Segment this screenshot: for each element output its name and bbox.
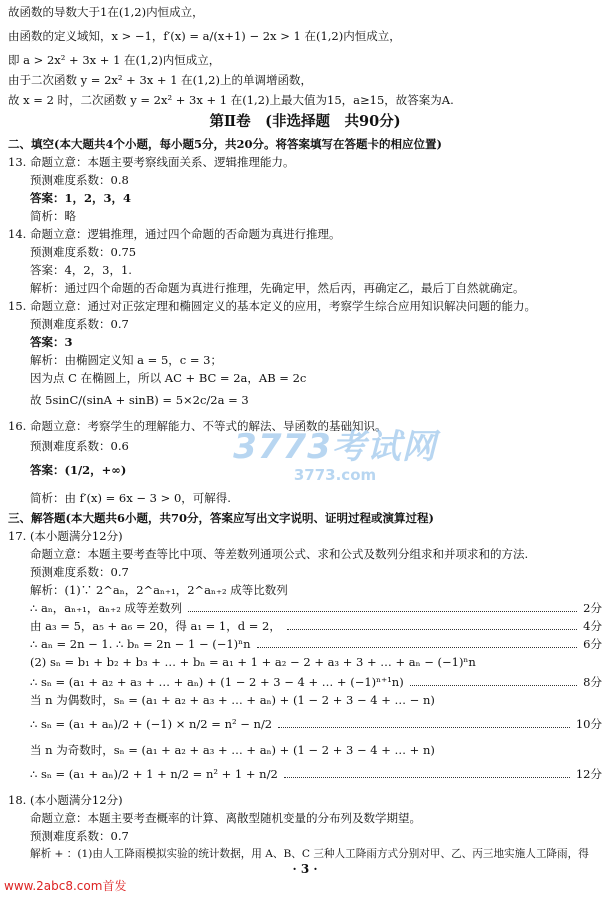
text-line: 故函数的导数大于1在(1,2)内恒成立， xyxy=(8,5,204,19)
step-line xyxy=(30,636,602,652)
question-intent: 命题立意：本题主要考查概率的计算、离散型随机变量的分布列及数学期望。 xyxy=(30,811,421,825)
step-line xyxy=(30,618,602,634)
analysis: 解析 + ：(1)由人工降雨模拟实验的统计数据，用 A、B、C 三种人工降雨方式分别对甲、乙、丙三地实施人工降雨，得 xyxy=(30,848,589,860)
question-number: 18. (本小题满分12分) xyxy=(8,793,123,807)
difficulty: 预测难度系数：0.7 xyxy=(30,317,129,331)
score-label: 4分 xyxy=(583,619,602,633)
section-title: 第Ⅱ卷 (非选择题 共90分) xyxy=(209,113,401,130)
analysis: 解析：由椭圆定义知 a = 5，c = 3； xyxy=(30,353,222,367)
step-line xyxy=(30,766,602,782)
section-heading: 二、填空(本大题共4个小题，每小题5分，共20分。将答案填写在答题卡的相应位置) xyxy=(8,137,442,151)
analysis: 简析：由 f′(x) = 6x − 3 > 0，可解得. xyxy=(30,491,231,505)
difficulty: 预测难度系数：0.8 xyxy=(30,173,129,187)
score-label: 2分 xyxy=(583,601,602,615)
analysis-line: 因为点 C 在椭圆上，所以 AC + BC = 2a，AB = 2c xyxy=(30,371,307,385)
page-number: · 3 · xyxy=(292,862,318,876)
watermark-url: 3773.com xyxy=(293,466,377,484)
difficulty: 预测难度系数：0.7 xyxy=(30,565,129,579)
score-label: 12分 xyxy=(575,767,602,781)
difficulty: 预测难度系数：0.75 xyxy=(30,245,137,259)
step-text: 当 n 为偶数时，sₙ = (a₁ + a₂ + a₃ + … + aₙ) + (1 − 2 + 3 − 4 + … − n) xyxy=(30,693,435,707)
question-intent: 15. 命题立意：通过对正弦定理和椭圆定义的基本定义的应用，考察学生综合应用知识解决问题的能力。 xyxy=(8,299,536,313)
score-label: 10分 xyxy=(575,717,602,731)
answer: 答案：4，2，3，1. xyxy=(30,263,132,277)
watermark-title: 3773考试网 xyxy=(233,427,437,467)
score-label: 6分 xyxy=(583,637,602,651)
answer: 答案：(1/2，+∞) xyxy=(30,463,127,477)
step-text: 当 n 为奇数时，sₙ = (a₁ + a₂ + a₃ + … + aₙ) + (1 − 2 + 3 − 4 + … + n) xyxy=(30,743,435,757)
question-number: 17. (本小题满分12分) xyxy=(8,529,123,543)
text-line: 由于二次函数 y = 2x² + 3x + 1 在(1,2)上的单调增函数， xyxy=(8,73,312,87)
answer: 答案：1，2，3，4 xyxy=(30,191,132,205)
step-text: ∴ sₙ = (a₁ + aₙ)/2 + 1 + n/2 = n² + 1 + n/2 xyxy=(30,767,278,781)
step-line xyxy=(30,674,602,690)
step-text: 由 a₃ = 5，a₅ + a₆ = 20，得 a₁ = 1，d = 2， xyxy=(30,619,281,633)
step-text: ∴ sₙ = (a₁ + a₂ + a₃ + … + aₙ) + (1 − 2 + 3 − 4 + … + (−1)ⁿ⁺¹n) xyxy=(30,675,404,689)
step-text: ∴ sₙ = (a₁ + aₙ)/2 + (−1) × n/2 = n² − n/2 xyxy=(30,717,273,731)
step-line xyxy=(30,716,602,732)
difficulty: 预测难度系数：0.7 xyxy=(30,829,129,843)
analysis: 简析：略 xyxy=(30,209,76,223)
question-intent: 14. 命题立意：逻辑推理，通过四个命题的否命题为真进行推理。 xyxy=(8,227,341,241)
step-text: ∴ aₙ = 2n − 1. ∴ bₙ = 2n − 1 − (−1)ⁿn xyxy=(30,637,251,651)
text-line: 即 a > 2x² + 3x + 1 在(1,2)内恒成立， xyxy=(8,53,221,67)
question-intent: 命题立意：本题主要考查等比中项、等差数列通项公式、求和公式及数列分组求和并项求和的方法. xyxy=(30,547,529,561)
footer-link[interactable]: www.2abc8.com首发 xyxy=(4,879,127,893)
step-text: ∴ aₙ，aₙ₊₁，aₙ₊₂ 成等差数列 xyxy=(30,601,182,615)
text-line: 由函数的定义域知，x > −1，f′(x) = a/(x+1) − 2x > 1 在(1,2)内恒成立， xyxy=(8,29,401,43)
watermark xyxy=(220,428,450,498)
step-text: (2) sₙ = b₁ + b₂ + b₃ + … + bₙ = a₁ + 1 + a₂ − 2 + a₃ + 3 + … + aₙ − (−1)ⁿn xyxy=(30,655,476,669)
analysis-formula: 故 5sinC/(sinA + sinB) = 5×2c/2a = 3 xyxy=(30,393,249,407)
text-line: 故 x = 2 时，二次函数 y = 2x² + 3x + 1 在(1,2)上最大值为15，a≥15，故答案为A. xyxy=(8,93,454,107)
question-intent: 13. 命题立意：本题主要考察线面关系、逻辑推理能力。 xyxy=(8,155,295,169)
analysis: 解析：通过四个命题的否命题为真进行推理，先确定甲，然后丙，再确定乙，最后丁自然就确定。 xyxy=(30,281,525,295)
difficulty: 预测难度系数：0.6 xyxy=(30,439,129,453)
score-label: 8分 xyxy=(583,675,602,689)
analysis: 解析：(1)∵ 2^aₙ，2^aₙ₊₁，2^aₙ₊₂ 成等比数列 xyxy=(30,583,288,597)
section-heading: 三、解答题(本大题共6小题，共70分，答案应写出文字说明、证明过程或演算过程) xyxy=(8,511,434,525)
step-line xyxy=(30,600,602,616)
answer: 答案：3 xyxy=(30,335,73,349)
question-intent: 16. 命题立意：考察学生的理解能力、不等式的解法、导函数的基础知识。 xyxy=(8,419,387,433)
